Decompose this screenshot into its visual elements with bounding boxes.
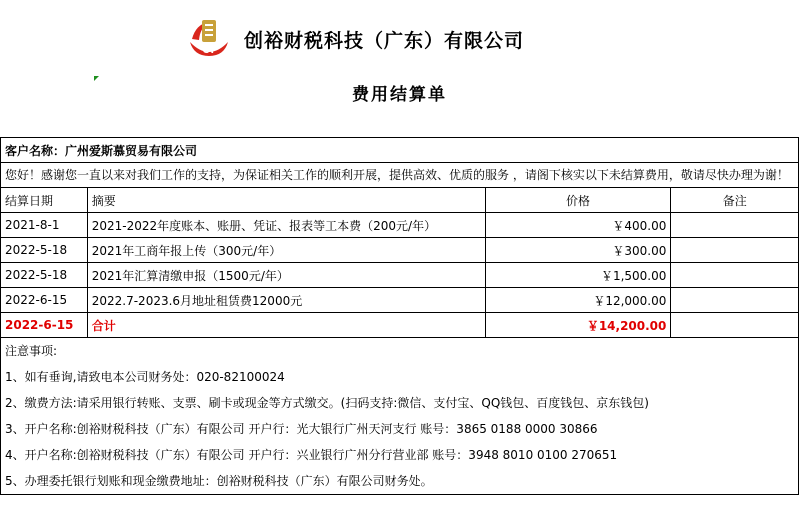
notes-title: 注意事项: <box>5 344 58 358</box>
column-header-remark: 备注 <box>671 188 799 213</box>
row-price: ￥400.00 <box>485 213 671 238</box>
total-row <box>1 313 799 338</box>
note-item: 5、办理委托银行划账和现金缴费地址：创裕财税科技（广东）有限公司财务处。 <box>5 474 433 488</box>
row-summary: 2021-2022年度账本、账册、凭证、报表等工本费（200元/年） <box>87 213 485 238</box>
table-row <box>1 288 799 313</box>
document-title: 费用结算单 <box>352 85 447 105</box>
row-remark <box>671 238 799 263</box>
table-row <box>1 213 799 238</box>
total-amount: ￥14,200.00 <box>485 313 671 338</box>
greeting-row <box>1 163 799 188</box>
table-row <box>1 263 799 288</box>
row-date: 2022-5-18 <box>1 238 88 263</box>
column-header-row <box>1 188 799 213</box>
table-row <box>1 238 799 263</box>
row-summary: 2021年工商年报上传（300元/年） <box>87 238 485 263</box>
row-remark <box>671 288 799 313</box>
customer-label: 客户名称： <box>5 143 66 158</box>
note-item: 1、如有垂询,请致电本公司财务处：020-82100024 <box>5 370 285 384</box>
total-remark <box>671 313 799 338</box>
company-name: 创裕财税科技（广东）有限公司 <box>244 30 525 52</box>
row-remark <box>671 263 799 288</box>
total-label: 合计 <box>87 313 485 338</box>
row-price: ￥12,000.00 <box>485 288 671 313</box>
notes-row <box>1 338 799 495</box>
company-logo <box>186 18 232 58</box>
row-remark <box>671 213 799 238</box>
row-summary: 2021年汇算清缴申报（1500元/年） <box>87 263 485 288</box>
row-price: ￥300.00 <box>485 238 671 263</box>
settlement-table <box>0 137 799 495</box>
row-date: 2022-5-18 <box>1 263 88 288</box>
note-item: 3、开户名称:创裕财税科技（广东）有限公司 开户行：光大银行广州天河支行 账号：3865 0188 0000 30866 <box>5 422 598 436</box>
row-date: 2021-8-1 <box>1 213 88 238</box>
row-price: ￥1,500.00 <box>485 263 671 288</box>
customer-row <box>1 138 799 163</box>
document-header <box>0 0 799 130</box>
note-item: 2、缴费方法:请采用银行转账、支票、刷卡或现金等方式缴交。(扫码支持:微信、支付宝、QQ钱包、百度钱包、京东钱包) <box>5 396 649 410</box>
note-item: 4、开户名称:创裕财税科技（广东）有限公司 开户行：兴业银行广州分行营业部 账号：3948 8010 0100 270651 <box>5 448 618 462</box>
column-header-price: 价格 <box>485 188 671 213</box>
customer-cell <box>1 138 799 163</box>
notes-section <box>1 338 799 495</box>
column-header-summary: 摘要 <box>87 188 485 213</box>
column-header-date: 结算日期 <box>1 188 88 213</box>
logo-text: CY <box>202 46 216 56</box>
total-date: 2022-6-15 <box>1 313 88 338</box>
row-date: 2022-6-15 <box>1 288 88 313</box>
row-summary: 2022.7-2023.6月地址租赁费12000元 <box>87 288 485 313</box>
customer-name: 广州爱斯慕贸易有限公司 <box>65 143 198 158</box>
greeting-text: 您好！感谢您一直以来对我们工作的支持，为保证相关工作的顺利开展，提供高效、优质的服务 ，请阁下核实以下未结算费用，敬请尽快办理为谢！ <box>1 163 799 188</box>
